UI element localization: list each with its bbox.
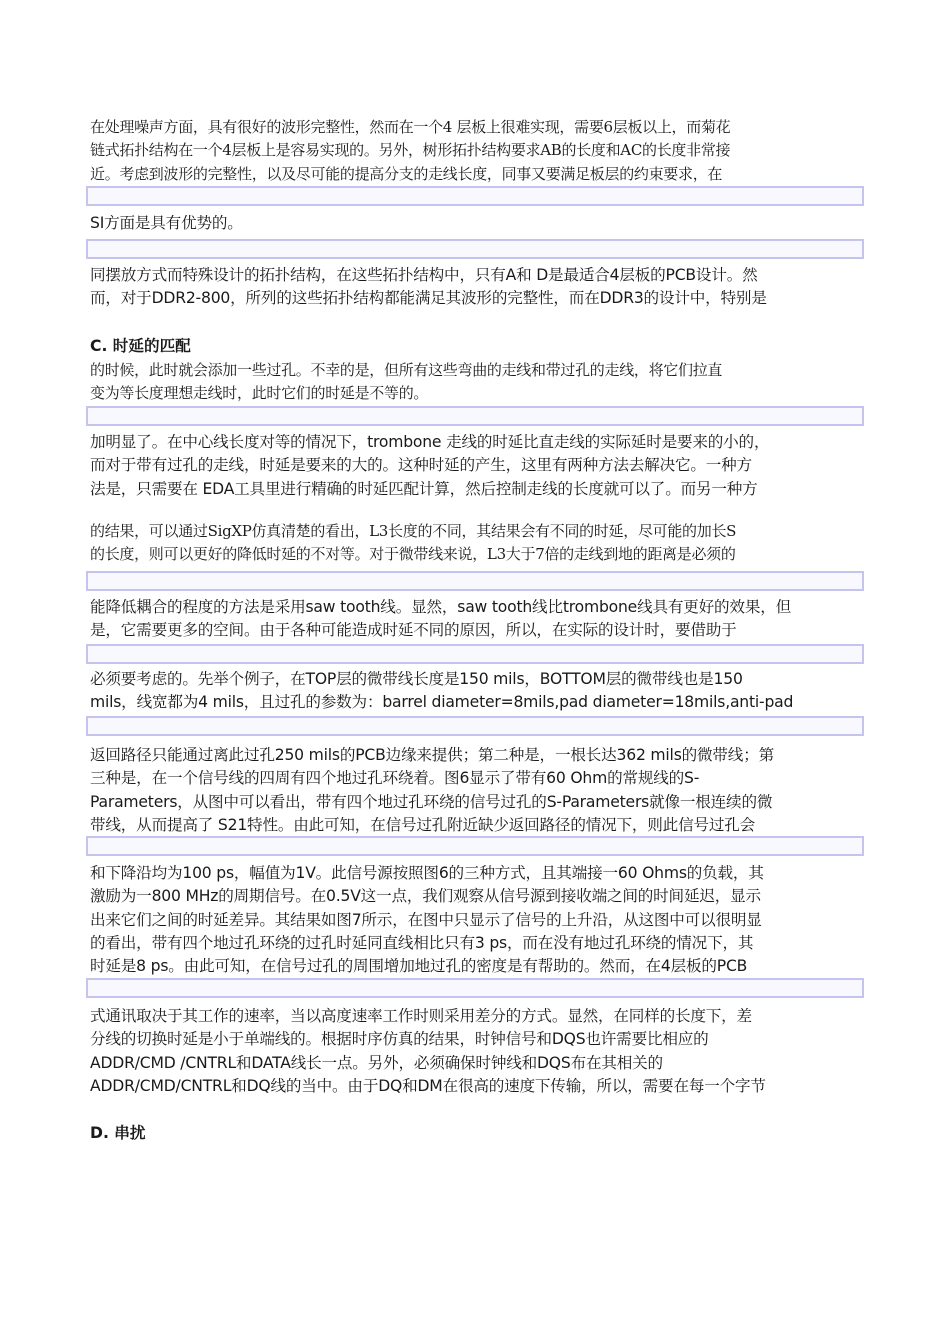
text-line: 分线的切换时延是小于单端线的。根据时序仿真的结果，时钟信号和DQS也许需要比相应的 [90, 1030, 709, 1049]
text-line: 而对于带有过孔的走线，时延是要来的大的。这种时延的产生，这里有两种方法去解决它。一种方 [90, 456, 752, 475]
text-line: 时延是8 ps。由此可知，在信号过孔的周围增加地过孔的密度是有帮助的。然而，在4层板的PCB [90, 957, 748, 976]
highlight-bar [86, 571, 864, 591]
highlight-bar [86, 406, 864, 426]
highlight-bar [86, 186, 864, 206]
text-line: 是，它需要更多的空间。由于各种可能造成时延不同的原因，所以，在实际的设计时，要借助于 [90, 621, 737, 640]
text-line: ADDR/CMD/CNTRL和DQ线的当中。由于DQ和DM在很高的速度下传输，所以，需要在每一个字节 [90, 1076, 766, 1095]
highlight-bar [86, 716, 864, 736]
text-line: SI方面是具有优势的。 [90, 214, 243, 232]
text-line: 能降低耦合的程度的方法是采用saw tooth线。显然，saw tooth线比trombone线具有更好的效果，但 [90, 598, 792, 616]
text-line: 法是，只需要在 EDA工具里进行精确的时延匹配计算，然后控制走线的长度就可以了。而另一种方 [90, 479, 758, 498]
paragraph-topology-4layer [90, 264, 865, 311]
text-line: 链式拓扑结构在一个4层板上是容易实现的。另外，树形拓扑结构要求AB的长度和AC的长度非常接 [90, 141, 731, 160]
text-line: 近。考虑到波形的完整性，以及尽可能的提高分支的走线长度，同事又要满足板层的约束要求，在 [90, 164, 723, 183]
text-line: 带线，从而提高了 S21特性。由此可知，在信号过孔附近缺少返回路径的情况下，则此信号过孔会 [90, 815, 756, 834]
text-line: 在处理噪声方面，具有很好的波形完整性，然而在一个4 层板上很难实现，需要6层板以上，而菊花 [90, 118, 731, 136]
paragraph-differential [90, 1005, 865, 1098]
text-line: 和下降沿均为100 ps，幅值为1V。此信号源按照图6的三种方式，且其端接一60 Ohms的负载，其 [90, 864, 764, 882]
paragraph-si-advantage [90, 212, 865, 235]
text-line: 的结果，可以通过SigXP仿真清楚的看出，L3长度的不同，其结果会有不同的时延，尽可能的加长S [90, 522, 737, 540]
section-heading-d: D. 串扰 [90, 1124, 146, 1142]
paragraph-sigxp [90, 520, 865, 567]
paragraph-return-path [90, 744, 865, 837]
text-line: 而，对于DDR2-800，所列的这些拓扑结构都能满足其波形的完整性，而在DDR3的设计中，特别是 [90, 289, 767, 308]
text-line: 式通讯取决于其工作的速率，当以高度速率工作时则采用差分的方式。显然，在同样的长度下，差 [90, 1007, 752, 1025]
paragraph-saw-tooth [90, 596, 865, 643]
text-line: 的看出，带有四个地过孔环绕的过孔时延同直线相比只有3 ps，而在没有地过孔环绕的情况下，其 [90, 933, 754, 952]
text-line: 激励为一800 MHz的周期信号。在0.5V这一点，我们观察从信号源到接收端之间的时间延迟，显示 [90, 887, 761, 906]
text-line: mils，线宽都为4 mils，且过孔的参数为：barrel diameter=8mils,pad diameter=18mils,anti-pad [90, 693, 794, 712]
highlight-bar [86, 836, 864, 856]
text-line: 三种是，在一个信号线的四周有四个地过孔环绕着。图6显示了带有60 Ohm的常规线的S- [90, 769, 700, 788]
text-line: 的长度，则可以更好的降低时延的不对等。对于微带线来说，L3大于7倍的走线到地的距离是必须的 [90, 545, 736, 564]
text-line: 变为等长度理想走线时，此时它们的时延是不等的。 [90, 384, 429, 403]
text-line: 加明显了。在中心线长度对等的情况下，trombone 走线的时延比直走线的实际延时是要来的小的， [90, 433, 770, 451]
text-line: 的时候，此时就会添加一些过孔。不幸的是，但所有这些弯曲的走线和带过孔的走线，将它们拉直 [90, 361, 723, 379]
text-line: 返回路径只能通过离此过孔250 mils的PCB边缘来提供；第二种是，一根长达362 mils的微带线；第 [90, 746, 774, 764]
paragraph-signal-source [90, 862, 865, 978]
paragraph-trombone [90, 431, 865, 501]
text-line: ADDR/CMD /CNTRL和DATA线长一点。另外，必须确保时钟线和DQS布在其相关的 [90, 1053, 663, 1072]
highlight-bar [86, 239, 864, 259]
text-line: 出来它们之间的时延差异。其结果如图7所示，在图中只显示了信号的上升沿，从这图中可以很明显 [90, 910, 762, 929]
paragraph-topology-intro [90, 116, 865, 186]
text-line: 必须要考虑的。先举个例子，在TOP层的微带线长度是150 mils，BOTTOM层的微带线也是150 [90, 670, 743, 688]
paragraph-via-delay [90, 359, 865, 406]
section-heading-c: C. 时延的匹配 [90, 337, 191, 355]
text-line: Parameters，从图中可以看出，带有四个地过孔环绕的信号过孔的S-Parameters就像一根连续的微 [90, 792, 773, 811]
text-line: 同摆放方式而特殊设计的拓扑结构，在这些拓扑结构中，只有A和 D是最适合4层板的PCB设计。然 [90, 266, 758, 284]
paragraph-microstrip-example [90, 668, 865, 715]
highlight-bar [86, 978, 864, 998]
highlight-bar [86, 644, 864, 664]
